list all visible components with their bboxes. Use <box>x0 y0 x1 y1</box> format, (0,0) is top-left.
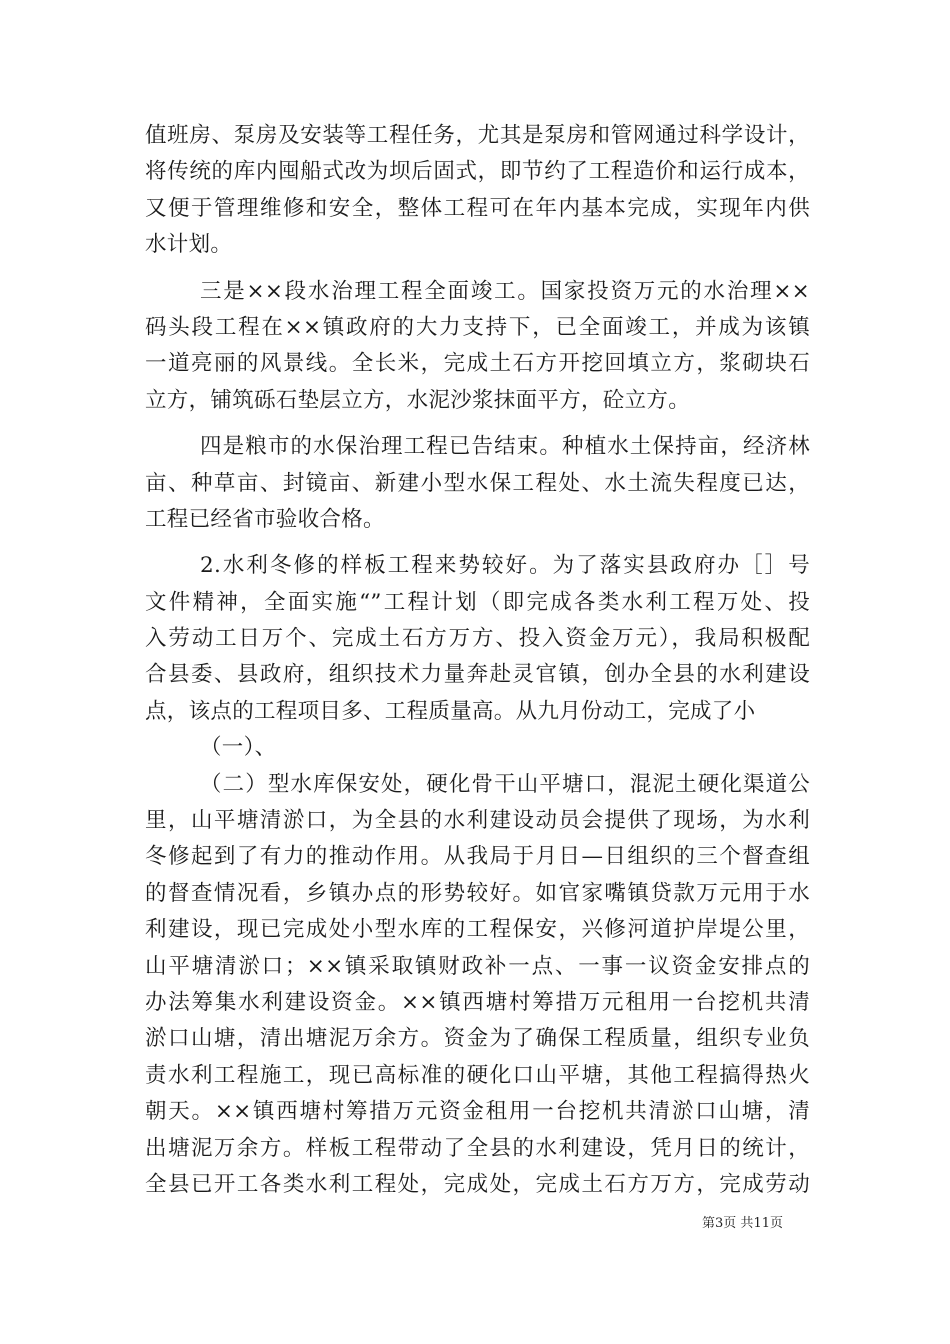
text-line: 点，该点的工程项目多、工程质量高。从九月份动工，完成了小 <box>145 698 756 724</box>
text-line: 工程已经省市验收合格。 <box>145 506 385 532</box>
text-line: 文件精神，全面实施“”工程计划（即完成各类水利工程万处、投 <box>145 589 810 615</box>
page-number-footer <box>702 1212 783 1231</box>
paragraph-start-line: 三是××段水治理工程全面竣工。国家投资万元的水治理×× <box>200 278 810 304</box>
text-line: 立方，铺筑砾石垫层立方，水泥沙浆抹面平方，砼立方。 <box>145 387 691 413</box>
text-line: 全县已开工各类水利工程处，完成处，完成土石方万方，完成劳动 <box>145 1171 810 1197</box>
text-line: 又便于管理维修和安全，整体工程可在年内基本完成，实现年内供 <box>145 195 810 221</box>
text-line: 入劳动工日万个、完成土石方万方、投入资金万元），我局积极配 <box>145 626 810 652</box>
text-line: 里，山平塘清淤口，为全县的水利建设动员会提供了现场，为水利 <box>145 808 810 834</box>
text-line: 水计划。 <box>145 232 233 258</box>
text-line: 利建设，现已完成处小型水库的工程保安，兴修河道护岸堤公里， <box>145 917 810 943</box>
text-line: 山平塘清淤口；××镇采取镇财政补一点、一事一议资金安排点的 <box>145 953 810 979</box>
text-line: 的督查情况看，乡镇办点的形势较好。如官家嘴镇贷款万元用于水 <box>145 880 810 906</box>
text-line: 责水利工程施工，现已高标准的硬化口山平塘，其他工程搞得热火 <box>145 1062 810 1088</box>
body-text <box>145 118 810 1203</box>
text-line: 冬修起到了有力的推动作用。从我局于月日—日组织的三个督查组 <box>145 844 810 870</box>
text-line: 值班房、泵房及安装等工程任务，尤其是泵房和管网通过科学设计， <box>145 123 810 148</box>
text-line: 码头段工程在××镇政府的大力支持下，已全面竣工，并成为该镇 <box>145 314 810 340</box>
paragraph-start-line: 2.水利冬修的样板工程来势较好。为了落实县政府办［］号 <box>200 553 810 579</box>
footer-middle: 页 共 <box>723 1216 754 1231</box>
footer-prefix: 第 <box>702 1216 716 1231</box>
paragraph-start-line: （二）型水库保安处，硬化骨干山平塘口，混泥土硬化渠道公 <box>200 771 810 797</box>
text-line: 将传统的库内囤船式改为坝后固式，即节约了工程造价和运行成本， <box>145 159 810 185</box>
text-line: 出塘泥万余方。样板工程带动了全县的水利建设，凭月日的统计， <box>145 1135 810 1161</box>
total-page-count: 11 <box>753 1216 770 1231</box>
current-page-number: 3 <box>715 1216 724 1231</box>
text-line: 淤口山塘，清出塘泥万余方。资金为了确保工程质量，组织专业负 <box>145 1026 810 1052</box>
paragraph-start-line: （一）、 <box>200 735 277 761</box>
text-line: 办法筹集水利建设资金。××镇西塘村筹措万元租用一台挖机共清 <box>145 989 810 1015</box>
text-line: 合县委、县政府，组织技术力量奔赴灵官镇，创办全县的水利建设 <box>145 662 810 688</box>
footer-suffix: 页 <box>769 1216 783 1231</box>
text-line: 亩、种草亩、封镜亩、新建小型水保工程处、水土流失程度已达， <box>145 470 810 496</box>
paragraph-start-line: 四是粮市的水保治理工程已告结束。种植水土保持亩，经济林 <box>200 434 810 460</box>
text-line: 朝天。××镇西塘村筹措万元资金租用一台挖机共清淤口山塘，清 <box>145 1099 810 1125</box>
text-line: 一道亮丽的风景线。全长米，完成土石方开挖回填立方，浆砌块石 <box>145 351 810 377</box>
